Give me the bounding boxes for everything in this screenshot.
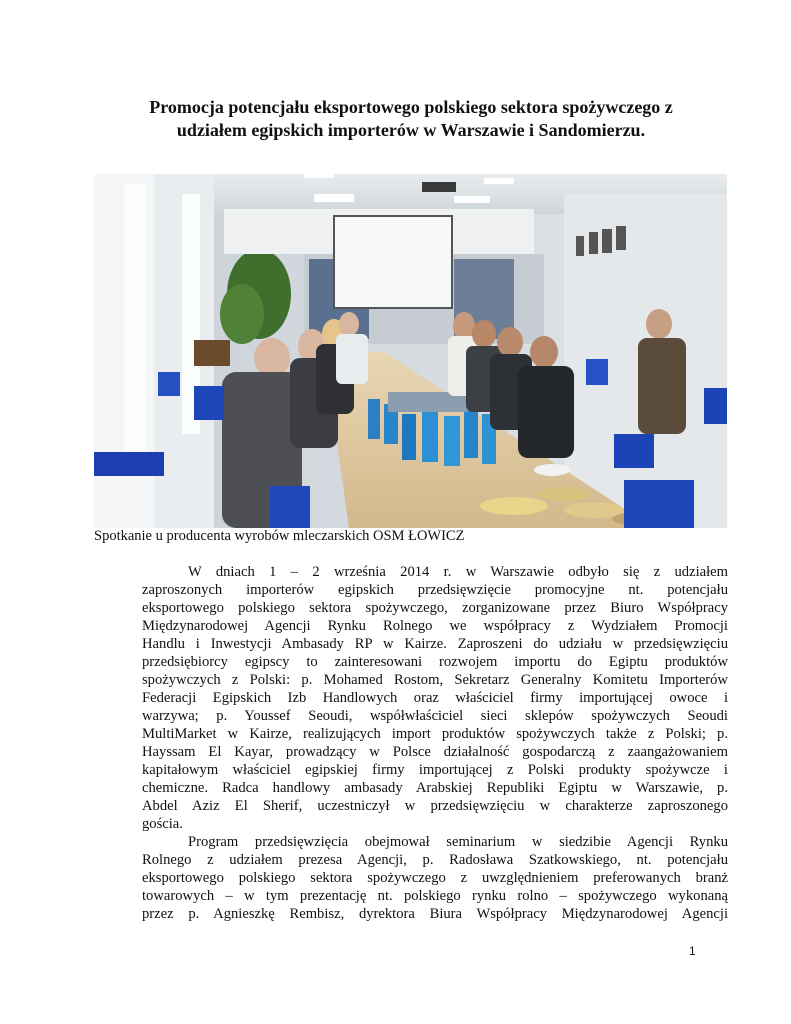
paragraph-2-line: przez p. Agnieszkę Rembisz, dyrektora Biura Współpracy Międzynarodowej Agencji bbox=[142, 906, 728, 922]
paragraph-1-line: W dniach 1 – 2 września 2014 r. w Warszawie odbyło się z udziałem bbox=[188, 564, 728, 580]
paragraph-1-line: spożywczych z Polski: p. Mohamed Rostom, Sekretarz Generalny Komitetu Importerów bbox=[142, 672, 728, 688]
title-line-2: udziałem egipskich importerów w Warszawie i Sandomierzu. bbox=[176, 120, 646, 140]
paragraph-1-line: warzywa; p. Youssef Seoudi, współwłaściciel sieci sklepów spożywczych Seoudi bbox=[142, 708, 728, 724]
paragraph-1-line: zaproszonych importerów egipskich przedsięwzięcie promocyjne nt. potencjału bbox=[142, 582, 728, 598]
paragraph-2 bbox=[142, 833, 728, 923]
paragraph-1-line: Międzynarodowej Agencji Rynku Rolnego we współpracy z Wydziałem Promocji bbox=[142, 618, 728, 634]
photo-caption: Spotkanie u producenta wyrobów mleczarskich OSM ŁOWICZ bbox=[94, 528, 465, 544]
paragraph-2-line: Program przedsięwzięcia obejmował seminarium w siedzibie Agencji Rynku bbox=[188, 834, 728, 850]
paragraph-1-line: gościa. bbox=[142, 816, 183, 832]
paragraph-1-line: chemiczne. Radca handlowy ambasady Arabskiej Republiki Egiptu w Warszawie, p. bbox=[142, 780, 728, 796]
paragraph-1-line: Abdel Aziz El Sherif, uczestniczył w przedsięwzięciu w charakterze zaproszonego bbox=[142, 798, 728, 814]
paragraph-1-line: eksportowego polskiego sektora spożywczego, zorganizowane przez Biuro Współpracy bbox=[142, 600, 728, 616]
paragraph-1-line: przedsiębiorcy egipscy to zainteresowani rozwojem importu do Egiptu produktów bbox=[142, 654, 728, 670]
paragraph-1-line: kapitałowym właściciel egipskiej firmy importującej z Polski produkty spożywcze i bbox=[142, 762, 728, 778]
title-line-1: Promocja potencjału eksportowego polskiego sektora spożywczego z bbox=[149, 97, 673, 117]
paragraph-1-line: Handlu i Inwestycji Ambasady RP w Kairze. Zaproszeni do udziału w przedsięwzięciu bbox=[142, 636, 728, 652]
paragraph-2-line: towarowych – w tym prezentację nt. polskiego rynku rolno – spożywczego wykonaną bbox=[142, 888, 728, 904]
paragraph-1-line: Federacji Egipskich Izb Handlowych oraz właściciel firmy importującej owoce i bbox=[142, 690, 728, 706]
paragraph-1-line: Hayssam El Kayar, prowadzący w Polsce działalność gospodarczą z zaangażowaniem bbox=[142, 744, 728, 760]
document-title bbox=[95, 96, 727, 142]
page-number: 1 bbox=[689, 944, 696, 958]
meeting-photo bbox=[94, 174, 727, 528]
paragraph-2-line: eksportowego polskiego sektora spożywczego z uwzględnieniem preferowanych branż bbox=[142, 870, 728, 886]
paragraph-2-line: Rolnego z udziałem prezesa Agencji, p. Radosława Szatkowskiego, nt. potencjału bbox=[142, 852, 728, 868]
paragraph-1-line: MultiMarket w Kairze, realizujących import produktów spożywczych także z Polski; p. bbox=[142, 726, 728, 742]
paragraph-1 bbox=[142, 563, 728, 833]
